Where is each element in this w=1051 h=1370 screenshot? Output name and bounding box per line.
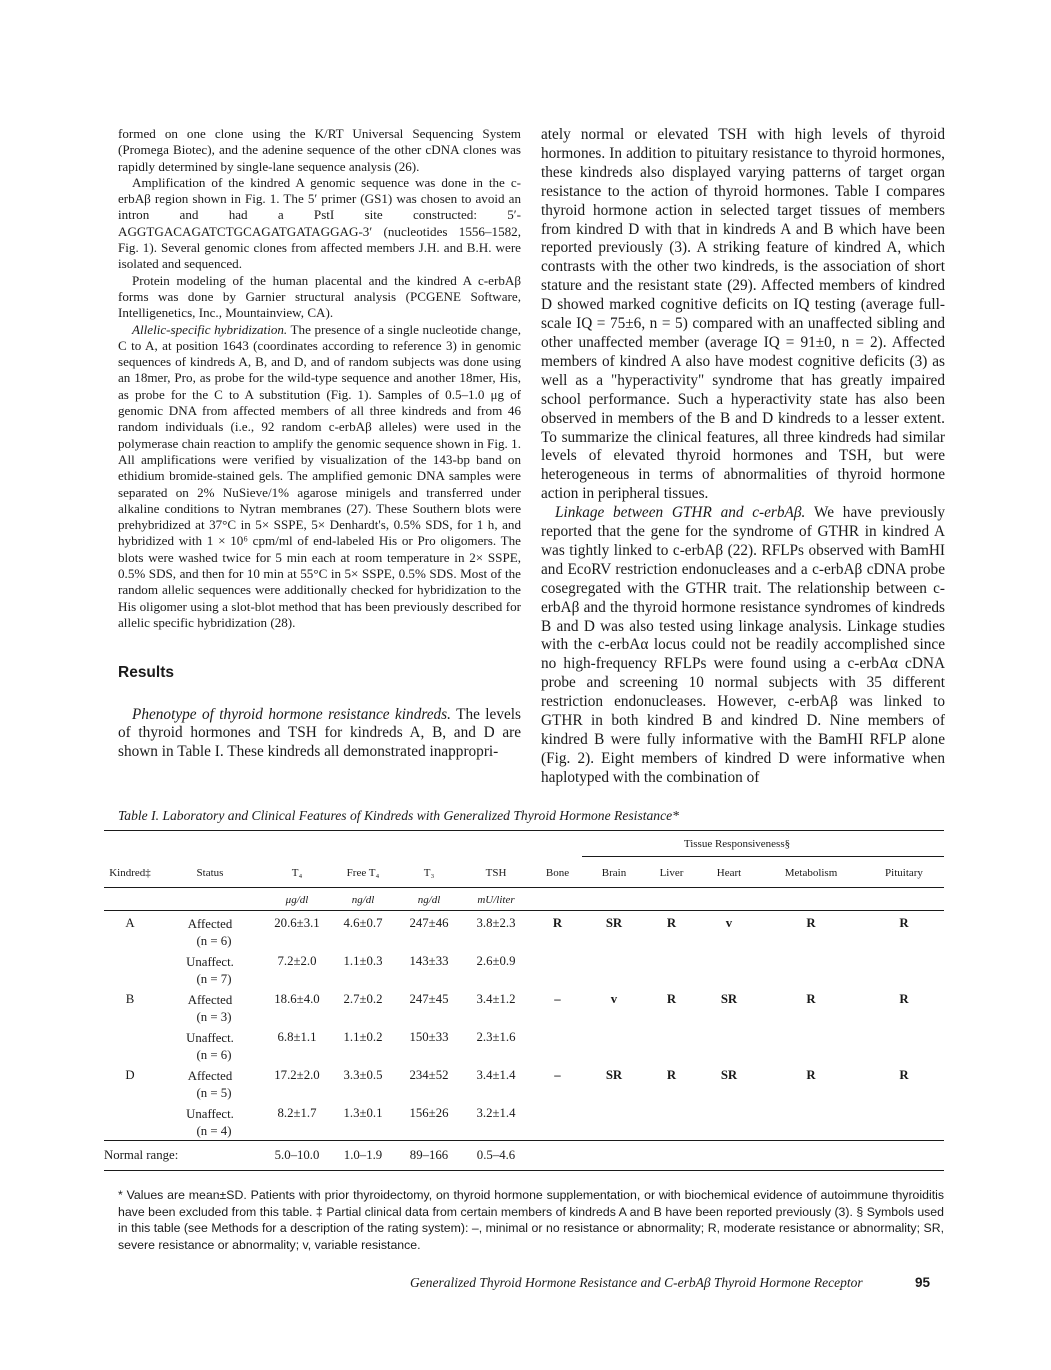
table-cell: 6.8±1.1 [277, 1030, 317, 1044]
paragraph [118, 322, 521, 632]
table-cell: 20.6±3.1 [274, 916, 320, 930]
page-number: 95 [915, 1275, 931, 1290]
kindred-cell: A [125, 916, 135, 930]
table-cell: v [610, 992, 618, 1006]
table-cell: 3.4±1.4 [476, 1068, 516, 1082]
table-cell: 150±33 [409, 1030, 449, 1044]
column-header: Status [196, 866, 224, 879]
table-cell [530, 1102, 585, 1140]
table-cell: R [552, 916, 563, 930]
table-cell [643, 950, 700, 988]
table-cell: – [554, 992, 561, 1006]
table-cell: R [806, 916, 816, 930]
table-cell: v [725, 916, 733, 930]
table-row [104, 912, 944, 950]
table-cell: 18.6±4.0 [274, 992, 320, 1006]
column-header: TSH [485, 866, 507, 879]
status-n: (n = 3) [196, 1010, 232, 1024]
status-label: Affected [187, 1069, 233, 1083]
table-cell [758, 1026, 864, 1064]
section-heading: Results [118, 664, 174, 682]
table-cell: 3.2±1.4 [476, 1106, 516, 1120]
table-cell [530, 1026, 585, 1064]
status-cell [156, 950, 264, 988]
column-header: Brain [601, 866, 627, 879]
status-label: Unaffect. [186, 1031, 234, 1045]
column-header: Pituitary [885, 866, 923, 879]
unit-label: ng/dl [417, 894, 441, 906]
table-cell: SR [605, 916, 623, 930]
table-cell [864, 950, 944, 988]
table-cell: 3.3±0.5 [343, 1068, 383, 1082]
status-label: Affected [187, 993, 233, 1007]
table-cell [758, 1102, 864, 1140]
table-cell [585, 950, 643, 988]
table-cell: 1.3±0.1 [343, 1106, 383, 1120]
table-cell [530, 950, 585, 988]
table-caption: Table I. Laboratory and Clinical Features of Kindreds with Generalized Thyroid Hormone Resistance* [118, 808, 679, 823]
table-cell: R [666, 916, 677, 930]
table-cell [585, 1026, 643, 1064]
table-cell: 7.2±2.0 [277, 954, 317, 968]
table-cell: 2.3±1.6 [476, 1030, 516, 1044]
table-cell: 247±46 [409, 916, 449, 930]
column-header: Heart [716, 866, 742, 879]
column-header: T₃ [423, 866, 435, 879]
table-cell [643, 1102, 700, 1140]
table-cell: – [554, 1068, 561, 1082]
table-cell: 156±26 [409, 1106, 449, 1120]
kindred-cell: D [125, 1068, 135, 1082]
table-cell: 17.2±2.0 [274, 1068, 320, 1082]
status-cell [156, 988, 264, 1026]
table-cell [585, 1102, 643, 1140]
paragraph-lead: Phenotype of thyroid hormone resistance kindreds. [132, 705, 451, 723]
status-label: Affected [187, 917, 233, 931]
table-cell: 234±52 [409, 1068, 449, 1082]
kindred-cell: B [125, 992, 135, 1006]
paragraph: Protein modeling of the human placental and the kindred A c-erbAβ forms was done by Garnier structural analysis (PCGENE Software, Intelligenetics, Inc., Mountainview, CA). [118, 272, 521, 321]
group-header: Tissue Responsiveness§ [683, 837, 791, 850]
unit-label: ng/dl [351, 894, 375, 906]
table-cell: SR [720, 992, 738, 1006]
table-cell: 1.1±0.3 [343, 954, 383, 968]
table-cell [864, 1026, 944, 1064]
kindred-cell [104, 1026, 156, 1064]
left-column [118, 126, 521, 762]
table-cell: 247±45 [409, 992, 449, 1006]
table-cell: SR [720, 1068, 738, 1082]
status-n: (n = 6) [196, 934, 232, 948]
paragraph [541, 504, 945, 788]
kindred-cell [104, 950, 156, 988]
table-cell: R [899, 1068, 909, 1082]
table-cell: 0.5–4.6 [476, 1147, 516, 1162]
table-cell: 4.6±0.7 [343, 916, 383, 930]
status-n: (n = 5) [196, 1086, 232, 1100]
table-cell [643, 1026, 700, 1064]
table-cell: R [899, 992, 909, 1006]
table-cell: 143±33 [409, 954, 449, 968]
running-footer-title: Generalized Thyroid Hormone Resistance and C-erbAβ Thyroid Hormone Receptor [410, 1275, 863, 1290]
paragraph: formed on one clone using the K/RT Universal Sequencing System (Promega Biotec), and the adenine sequence of the other cDNA clones was rapidly determined by single-lane sequence analysis (26). [118, 126, 521, 174]
status-cell [156, 1026, 264, 1064]
table-cell: R [899, 916, 909, 930]
table-cell [700, 950, 758, 988]
table-cell: 2.7±0.2 [343, 992, 383, 1006]
column-header: Metabolism [784, 866, 838, 879]
table-row [104, 950, 944, 988]
table-row [104, 1026, 944, 1064]
status-n: (n = 6) [196, 1048, 232, 1062]
table-cell [864, 1102, 944, 1140]
table-row [104, 988, 944, 1026]
status-cell [156, 1064, 264, 1102]
normal-range-row [104, 1140, 944, 1170]
column-header: Liver [659, 866, 684, 879]
status-label: Unaffect. [186, 1107, 234, 1121]
table-cell [758, 950, 864, 988]
table-cell: R [666, 1068, 677, 1082]
unit-label: μg/dl [285, 894, 309, 906]
table-cell: R [806, 1068, 816, 1082]
status-label: Unaffect. [186, 955, 234, 969]
kindred-cell [104, 1102, 156, 1140]
paragraph-body: The levels of thyroid hormones and TSH for kindreds A, B, and D are shown in Table I. These kindreds all demonstrated inappropri- [118, 705, 521, 761]
paragraph-body: We have previously reported that the gene for the syndrome of GTHR in kindred A was tightly linked to c-erbAβ (22). RFLPs observed with BamHI and EcoRV restriction endonucleases and a c-erbAβ cDNA probe cosegregated with the GTHR trait. The relationship between c-erbAβ and the thyroid hormone resistance syndromes of kindreds B and D was also tested using linkage analysis. Linkage studies with the c-erbAα locus could not be readily accomplished since no high-frequency RFLPs were found using a c-erbAα cDNA probe and screening 10 normal subjects with 35 different restriction endonucleases. However, c-erbAβ was linked to GTHR in both kindred B and kindred D. Nine members of kindred B were fully informative with the BamHI RFLP alone (Fig. 2). Eight members of kindred D were informative when haplotyped with the combination of [541, 504, 945, 786]
table-cell: 1.1±0.2 [343, 1030, 383, 1044]
table-cell [700, 1026, 758, 1064]
paragraph: ately normal or elevated TSH with high levels of thyroid hormones. In addition to pituitary resistance to thyroid hormones, these kindreds also displayed varying patterns of target organ resistance to the action of thyroid hormones. Table I compares thyroid hormone action in selected target tissues of members from kindred D with that in kindreds A and B which have been reported previously (3). A striking feature of kindred A, which contrasts with the other two kindreds, is the association of short stature and the resistant state (29). Affected members of kindred D showed marked cognitive deficits on IQ testing (average full-scale IQ = 75±6, n = 5) compared with an unaffected sibling and other unaffected member (average IQ = 91±0, n = 2). Affected members of kindred A also have modest cognitive deficits (3) as well as a "hyperactivity" syndrome that has greatly impaired school performance. Such a hyperactivity state has also been observed in members of the B and D kindreds to a lesser extent. To summarize the clinical features, all three kindreds had similar levels of elevated thyroid hormones and TSH, but were heterogeneous in terms of abnormalities of thyroid hormone action in peripheral tissues. [541, 126, 945, 503]
paragraph [118, 706, 521, 763]
status-n: (n = 7) [196, 972, 232, 986]
table-footnotes: * Values are mean±SD. Patients with prior thyroidectomy, on thyroid hormone supplementation, or with biochemical evidence of autoimmune thyroiditis have been excluded from this table. ‡ Partial clinical data from certain members of kindreds A and B have been reported previously (3). § Symbols used in this table (see Methods for a description of the rating system): –, minimal or no resistance or abnormality; R, moderate resistance or abnormality; SR, severe resistance or abnormality; v, variable resistance. [118, 1188, 944, 1252]
table-cell: 5.0–10.0 [274, 1147, 320, 1162]
table-cell: R [666, 992, 677, 1006]
column-header: Free T₄ [346, 866, 380, 879]
table-row [104, 1064, 944, 1102]
unit-label: mU/liter [477, 894, 515, 906]
column-header: T₄ [291, 866, 303, 879]
column-header: Bone [545, 866, 570, 879]
paragraph-lead: Linkage between GTHR and c-erbAβ. [555, 504, 806, 522]
paragraph-body: The presence of a single nucleotide change, C to A, at position 1643 (coordinates according to reference 3) in genomic sequences of kindreds A, B, and D, and of random subjects was done using an 18mer, Pro, as probe for the wild-type sequence and another 18mer, His, as probe for the C to A substitution (Fig. 1). Samples of 0.5–1.0 μg of genomic DNA from affected members of all three kindreds and from 46 random individuals (i.e., 92 random c-erbAβ alleles) were used in the polymerase chain reaction to amplify the genomic sequence shown in Fig. 1. All amplifications were verified by visualization of the 143-bp band on ethidium bromide-stained gels. The amplified gemonic DNA samples were separated on 2% NuSieve/1% agarose minigels and transferred under alkaline conditions to Nytran membranes (27). These Southern blots were prehybridized at 37°C in 5× SSPE, 5× Denhardt's, 0.5% SDS, for 1 h, and hybridized with 1 × 10⁶ cpm/ml of end-labeled His or Pro oligomers. The blots were washed twice for 5 min each at room temperature in 2× SSPE, 0.5% SDS, and then for 10 min at 55°C in 5× SSPE, 0.5% SDS. Most of the random allelic sequences were additionally checked for hybridization to the His oligomer using a slot-blot method that has been previously described for allelic specific hybridization (28). [118, 321, 521, 630]
table-cell [700, 1102, 758, 1140]
status-cell [156, 1102, 264, 1140]
table-cell: 3.8±2.3 [476, 916, 516, 930]
status-cell [156, 912, 264, 950]
table-cell: R [806, 992, 816, 1006]
table-cell: 2.6±0.9 [476, 954, 516, 968]
normal-range-label: Normal range: [104, 1147, 179, 1162]
table-cell: 8.2±1.7 [277, 1106, 317, 1120]
table-cell: 1.0–1.9 [343, 1147, 383, 1162]
table-bottom-rule [104, 1170, 944, 1171]
paragraph: Amplification of the kindred A genomic sequence was done in the c-erbAβ region shown in Fig. 1. The 5′ primer (GS1) was chosen to avoid an intron and had a PstI site constructed: 5′-AGGTGACAGATCTGCAGATGATAGGAG-3′ (nucleotides 1556–1582, Fig. 1). Several genomic clones from affected members J.H. and B.H. were isolated and sequenced. [118, 174, 521, 272]
paragraph-lead: Allelic-specific hybridization. [132, 321, 288, 337]
status-n: (n = 4) [196, 1124, 232, 1138]
table-cell: 3.4±1.2 [476, 992, 516, 1006]
table-cell: SR [605, 1068, 623, 1082]
table-row [104, 1102, 944, 1140]
table-cell: 89–166 [409, 1147, 449, 1162]
right-column [541, 126, 945, 788]
column-header: Kindred‡ [109, 866, 151, 879]
